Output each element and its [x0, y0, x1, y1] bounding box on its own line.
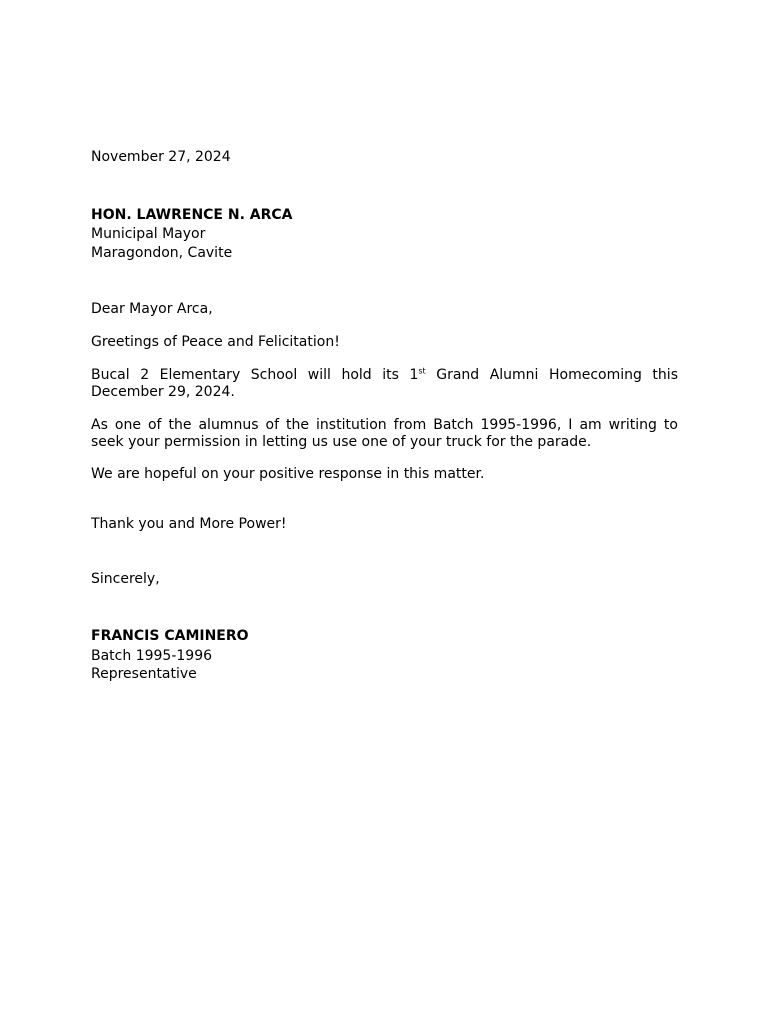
sender-block [91, 628, 678, 683]
recipient-title: Municipal Mayor [91, 226, 206, 242]
thanks-line: Thank you and More Power! [91, 516, 287, 532]
paragraph-hopeful: We are hopeful on your positive response in this matter. [91, 466, 485, 482]
closing-line: Sincerely, [91, 571, 160, 587]
letter-date: November 27, 2024 [91, 149, 231, 165]
paragraph-request: As one of the alumnus of the institution from Batch 1995-1996, I am writing to seek your permission in letting us use one of your truck for the parade. [91, 417, 678, 450]
recipient-address: Maragondon, Cavite [91, 245, 233, 261]
recipient-name: HON. LAWRENCE N. ARCA [91, 207, 293, 223]
greeting-line: Greetings of Peace and Felicitation! [91, 334, 340, 350]
sender-name: FRANCIS CAMINERO [91, 628, 249, 644]
sender-batch: Batch 1995-1996 [91, 648, 213, 664]
paragraph-homecoming [91, 367, 678, 401]
paragraph-homecoming-start: Bucal 2 Elementary School will hold its 1 [91, 367, 419, 383]
sender-role: Representative [91, 666, 197, 682]
recipient-block [91, 207, 678, 262]
salutation: Dear Mayor Arca, [91, 301, 213, 317]
paragraph-homecoming-end: Grand Alumni Homecoming this December 29, 2024. [91, 367, 678, 400]
ordinal-suffix: st [418, 366, 426, 376]
